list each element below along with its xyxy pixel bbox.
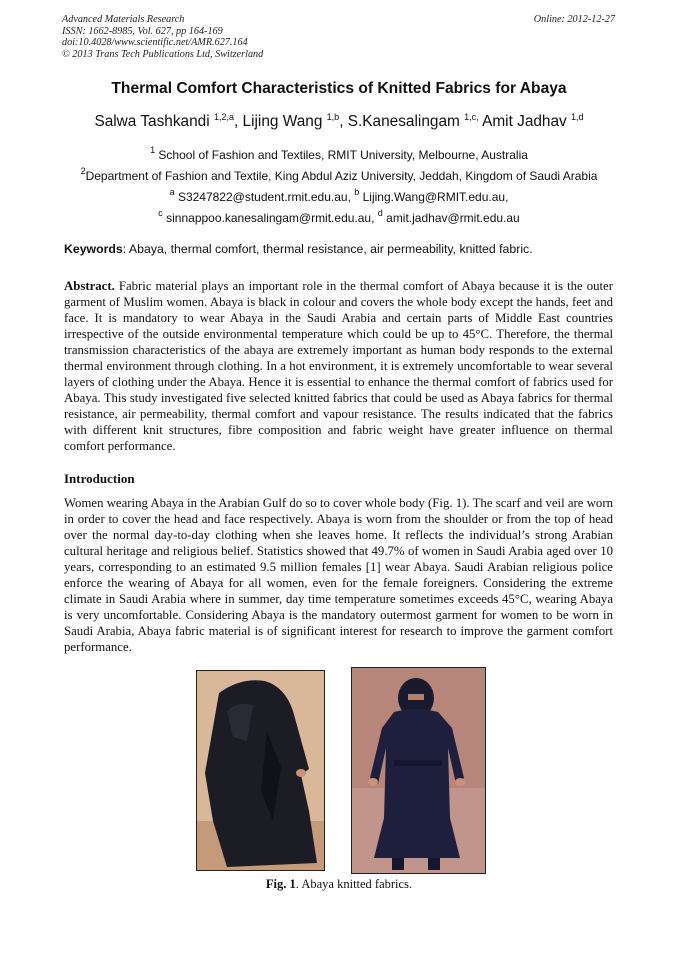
keywords: [64, 242, 624, 256]
introduction-text: Women wearing Abaya in the Arabian Gulf do so to cover whole body (Fig. 1). The scarf and veil are worn in order to cover the head and face respectively. Abaya is worn from the shoulder or from the top of head over the normal day-to-day clothing when she leaves home. It reflects the individual’s strong Arabian cultural heritage and religious belief. Statistics showed that 49.7% of women in Saudi Arabia aged over 10 years, corresponding to an estimated 9.5 million females [1] wear Abaya. Saudi Arabian religious police enforce the wearing of Abaya for all women, even for the female foreigners. Considering the extreme climate in Saudi Arabia where in summer, day time temperature sometimes exceeds 45°C, wearing Abaya is very uncomfortable. Considering Abaya is the mandatory outermost garment for women to be worn in Saudi Arabia, Abaya fabric material is of significant interest for research to improve the garment comfort performance.: [64, 496, 613, 655]
abaya-photo-1: [196, 670, 325, 871]
doi: doi:10.4028/www.scientific.net/AMR.627.164: [62, 37, 248, 49]
author-name: Lijing Wang: [242, 113, 323, 130]
paper-title: Thermal Comfort Characteristics of Knitted Fabrics for Abaya: [111, 80, 567, 97]
author-name: Salwa Tashkandi: [94, 113, 210, 130]
abstract-text: Fabric material plays an important role in the thermal comfort of Abaya because it is the outer garment of Muslim women. Abaya is black in colour and covers the whole body except the hands, feet and face. It is mandatory to wear Abaya in the Saudi Arabia and certain parts of Middle East countries irrespective of the outside environmental temperature which could be up to 45°C. Therefore, the thermal transmission characteristics of the abaya are extremely important as human body responds to the external thermal environment through clothing. In a hot environment, it is extremely uncomfortable to wear several layers of clothing under the Abaya. Hence it is essential to enhance the thermal comfort of fabrics used for Abaya. This study investigated five selected knitted fabrics that could be used as Abaya fabrics for thermal resistance, air permeability, thermal comfort and vapour resistance. The results indicated that the fabrics with different knit structures, fibre composition and fabric weight have greater influence on thermal comfort performance.: [64, 279, 613, 454]
abaya-photo-2: [351, 667, 486, 874]
author-sup: 1,b: [326, 112, 340, 122]
keywords-label: Keywords: [64, 242, 123, 256]
author-sup: 1,2,a: [213, 112, 234, 122]
email-line-2: $^c$ sinnappoo.kanesalingam@rmit.edu.au, $^d$ amit.jadhav@rmit.edu.au: [158, 208, 520, 225]
email-link[interactable]: sinnappoo.kanesalingam@rmit.edu.au,: [166, 211, 375, 225]
email-link[interactable]: amit.jadhav@rmit.edu.au: [386, 211, 520, 225]
author-sup: 1,d: [571, 112, 584, 122]
journal-name: Advanced Materials Research: [62, 14, 185, 25]
affiliation-1: $^1$ School of Fashion and Textiles, RMIT University, Melbourne, Australia: [150, 145, 528, 162]
issn: ISSN: 1662-8985, Vol. 627, pp 164-169: [62, 25, 223, 37]
affiliation-2: $^2$Department of Fashion and Textile, King Abdul Aziz University, Jeddah, Kingdom of Saudi Arabia: [80, 166, 598, 183]
author-name: Amit Jadhav: [482, 113, 567, 130]
copyright: © 2013 Trans Tech Publications Ltd, Switzerland: [62, 48, 264, 60]
abaya-photo-1-image: [197, 671, 324, 870]
email-line-1: $^a$ S3247822@student.rmit.edu.au, $^b$ Lijing.Wang@RMIT.edu.au,: [169, 187, 509, 204]
figure-caption: [0, 877, 678, 892]
abstract-label: Abstract.: [64, 279, 115, 293]
abstract: [64, 278, 613, 455]
abaya-photo-2-image: [352, 668, 485, 873]
email-link[interactable]: Lijing.Wang@RMIT.edu.au,: [362, 190, 509, 204]
online-date: Online: 2012-12-27: [533, 14, 615, 25]
keywords-text: : Abaya, thermal comfort, thermal resistance, air permeability, knitted fabric.: [122, 242, 533, 256]
author-name: S.Kanesalingam: [347, 113, 460, 130]
author-list: Salwa Tashkandi $^{1,2,a}$, Lijing Wang $^{1,b}$, S.Kanesalingam $^{1,c,}$ Amit Jadhav $^{1,d}$: [94, 112, 584, 130]
figure-label: Fig. 1: [265, 877, 296, 891]
email-link[interactable]: S3247822@student.rmit.edu.au,: [177, 190, 351, 204]
section-heading-introduction: Introduction: [64, 471, 135, 486]
journal-header: [62, 14, 263, 60]
figure-caption-text: . Abaya knitted fabrics.: [295, 877, 413, 891]
author-sup: 1,c,: [464, 112, 479, 122]
